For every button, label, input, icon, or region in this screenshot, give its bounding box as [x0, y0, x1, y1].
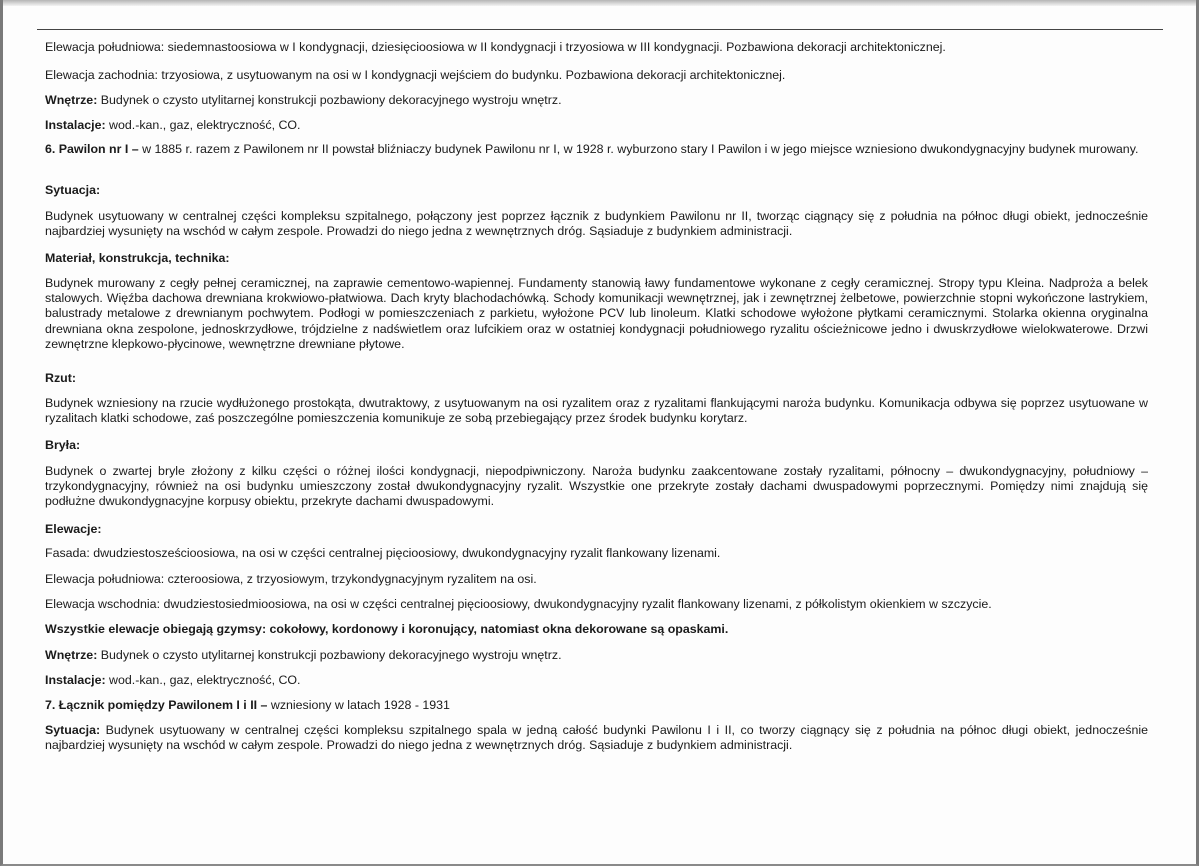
connector-title: 7. Łącznik pomiędzy Pawilonem I i II –: [45, 698, 268, 712]
installations-label-2: Instalacje:: [45, 673, 106, 687]
paragraph-facade: Fasada: dwudziestosześcioosiowa, na osi w części centralnej pięcioosiowy, dwukondygnacyjny ryzalit flankowany lizenami.: [45, 546, 721, 560]
paragraph-interior-pavilion-1: [45, 648, 1148, 663]
paragraph-situation: Budynek usytuowany w centralnej części kompleksu szpitalnego, połączony jest poprzez łącznik z budynkiem Pawilonu nr II, tworząc ciągnący się z południa na północ długi obiekt, jednocześnie najbardziej wysunięty na wschód w całym zespole. Prowadzi do niego jedna z wewnętrznych dróg. Sąsiaduje z budynkiem administracji.: [45, 209, 1148, 239]
scan-top-edge: [0, 0, 1199, 6]
paragraph-east-elevation: Elewacja wschodnia: dwudziestosiedmioosiowa, na osi w części centralnej pięcioosiowy, dwukondygnacyjny ryzalit flankowany lizenami, z półkolistym okienkiem w szczycie.: [45, 597, 992, 611]
installations-text-2: wod.-kan., gaz, elektryczność, CO.: [105, 673, 301, 687]
interior-text: Budynek o czysto utylitarnej konstrukcji pozbawiony dekoracyjnego wystroju wnętrz.: [97, 93, 562, 107]
paragraph-material: Budynek murowany z cegły pełnej ceramicznej, na zaprawie cementowo-wapiennej. Fundamenty stanowią ławy fundamentowe wykonane z cegły ceramicznej. Stropy typu Kleina. Nadproża a belek stalowych. Więźba dachowa drewniana krokwiowo-płatwiowa. Dach kryty blachodachówką. Schody komunikacji wewnętrznej, jak i zewnętrznej żelbetowe, powierzchnie stopni wykończone lastrykiem, balustrady metalowe z drewnianym pochwytem. Podłogi w pomieszczeniach z parkietu, wyłożone PCV lub linoleum. Klatki schodowe wyłożone płytkami ceramicznymi. Stolarka okienna oryginalna drewniana okna zespolone, jednoskrzydłowe, trójdzielne z nadświetlem oraz lufcikiem oraz w ostatniej kondygnacji południowego ryzalitu ościeżnicowe jedno i dwuskrzydłowe wielokwaterowe. Drzwi zewnętrzne klepkowo-płycinowe, wewnętrzne drewniane płytowe.: [45, 276, 1148, 351]
paragraph-west-elevation-pavilion-2: Elewacja zachodnia: trzyosiowa, z usytuowanym na osi w I kondygnacji wejściem do budynku. Pozbawiona dekoracji architektonicznej.: [45, 68, 786, 82]
installations-label: Instalacje:: [45, 118, 106, 132]
paragraph-south-elevation-pavilion-2: Elewacja południowa: siedemnastoosiowa w I kondygnacji, dziesięcioosiowa w II kondygnacji i trzyosiowa w III kondygnacji. Pozbawiona dekoracji architektonicznej.: [45, 40, 946, 54]
heading-plan: Rzut:: [45, 371, 76, 385]
paragraph-massing: Budynek o zwartej bryle złożony z kilku części o różnej ilości kondygnacji, niepodpiwniczony. Naroża budynku zaakcentowane zostały ryzalitami, północny – dwukondygnacyjny, południowy – trzykondygnacyjny, również na osi budynku umieszczony został dwukondygnacyjny ryzalit. Wszystkie one przekryte zostały dachami dwuspadowymi poprzecznymi. Pomiędzy nimi znajdują się podłużne dwukondygnacyjne korpusy obiektu, przekryte dachami dwuspadowymi.: [45, 464, 1148, 509]
connector-date: wzniesiony w latach 1928 - 1931: [267, 698, 450, 712]
heading-situation: Sytuacja:: [45, 183, 101, 197]
connector-situation-label: Sytuacja:: [45, 723, 101, 737]
section-heading-pavilion-1: [45, 142, 1148, 157]
installations-text: wod.-kan., gaz, elektryczność, CO.: [105, 118, 301, 132]
header-rule: [37, 29, 1163, 30]
interior-text-2: Budynek o czysto utylitarnej konstrukcji pozbawiony dekoracyjnego wystroju wnętrz.: [97, 648, 562, 662]
paragraph-installations-pavilion-2: [45, 118, 1148, 133]
interior-label: Wnętrze:: [45, 93, 98, 107]
paragraph-interior-pavilion-2: [45, 93, 1148, 108]
paragraph-installations-pavilion-1: [45, 673, 1148, 688]
pavilion-1-intro: w 1885 r. razem z Pawilonem nr II powstał bliźniaczy budynek Pawilonu nr I, w 1928 r. wyburzono stary I Pawilon i w jego miejsce wzniesiono dwukondygnacyjny budynek murowany.: [138, 142, 1139, 156]
paragraph-cornices: Wszystkie elewacje obiegają gzymsy: cokołowy, kordonowy i koronujący, natomiast okna dekorowane są opaskami.: [45, 622, 729, 636]
section-heading-connector: [45, 698, 1148, 713]
interior-label-2: Wnętrze:: [45, 648, 98, 662]
heading-elevations: Elewacje:: [45, 522, 102, 536]
paragraph-south-elevation: Elewacja południowa: czteroosiowa, z trzyosiowym, trzykondygnacyjnym ryzalitem na osi.: [45, 572, 537, 586]
connector-situation-text: Budynek usytuowany w centralnej części kompleksu szpitalnego spala w jedną całość budynki Pawilonu I i II, co tworzy ciągnący się z południa na północ długi obiekt, jednocześnie najbardziej wysunięty na wschód w całym zespole. Prowadzi do niego jedna z wewnętrznych dróg. Sąsiaduje z budynkiem administracji.: [45, 723, 1148, 753]
heading-massing: Bryła:: [45, 438, 81, 452]
pavilion-1-title: 6. Pawilon nr I –: [45, 142, 139, 156]
paragraph-plan: Budynek wzniesiony na rzucie wydłużonego prostokąta, dwutraktowy, z usytuowanym na osi ryzalitem oraz z ryzalitami flankującymi naroża budynku. Komunikacja odbywa się poprzez usytuowane w ryzalitach klatki schodowe, zaś poszczególne pomieszczenia komunikuje ze sobą przebiegający przez środek budynku korytarz.: [45, 396, 1148, 426]
paragraph-connector-situation: [45, 723, 1148, 753]
heading-material: Materiał, konstrukcja, technika:: [45, 251, 230, 265]
